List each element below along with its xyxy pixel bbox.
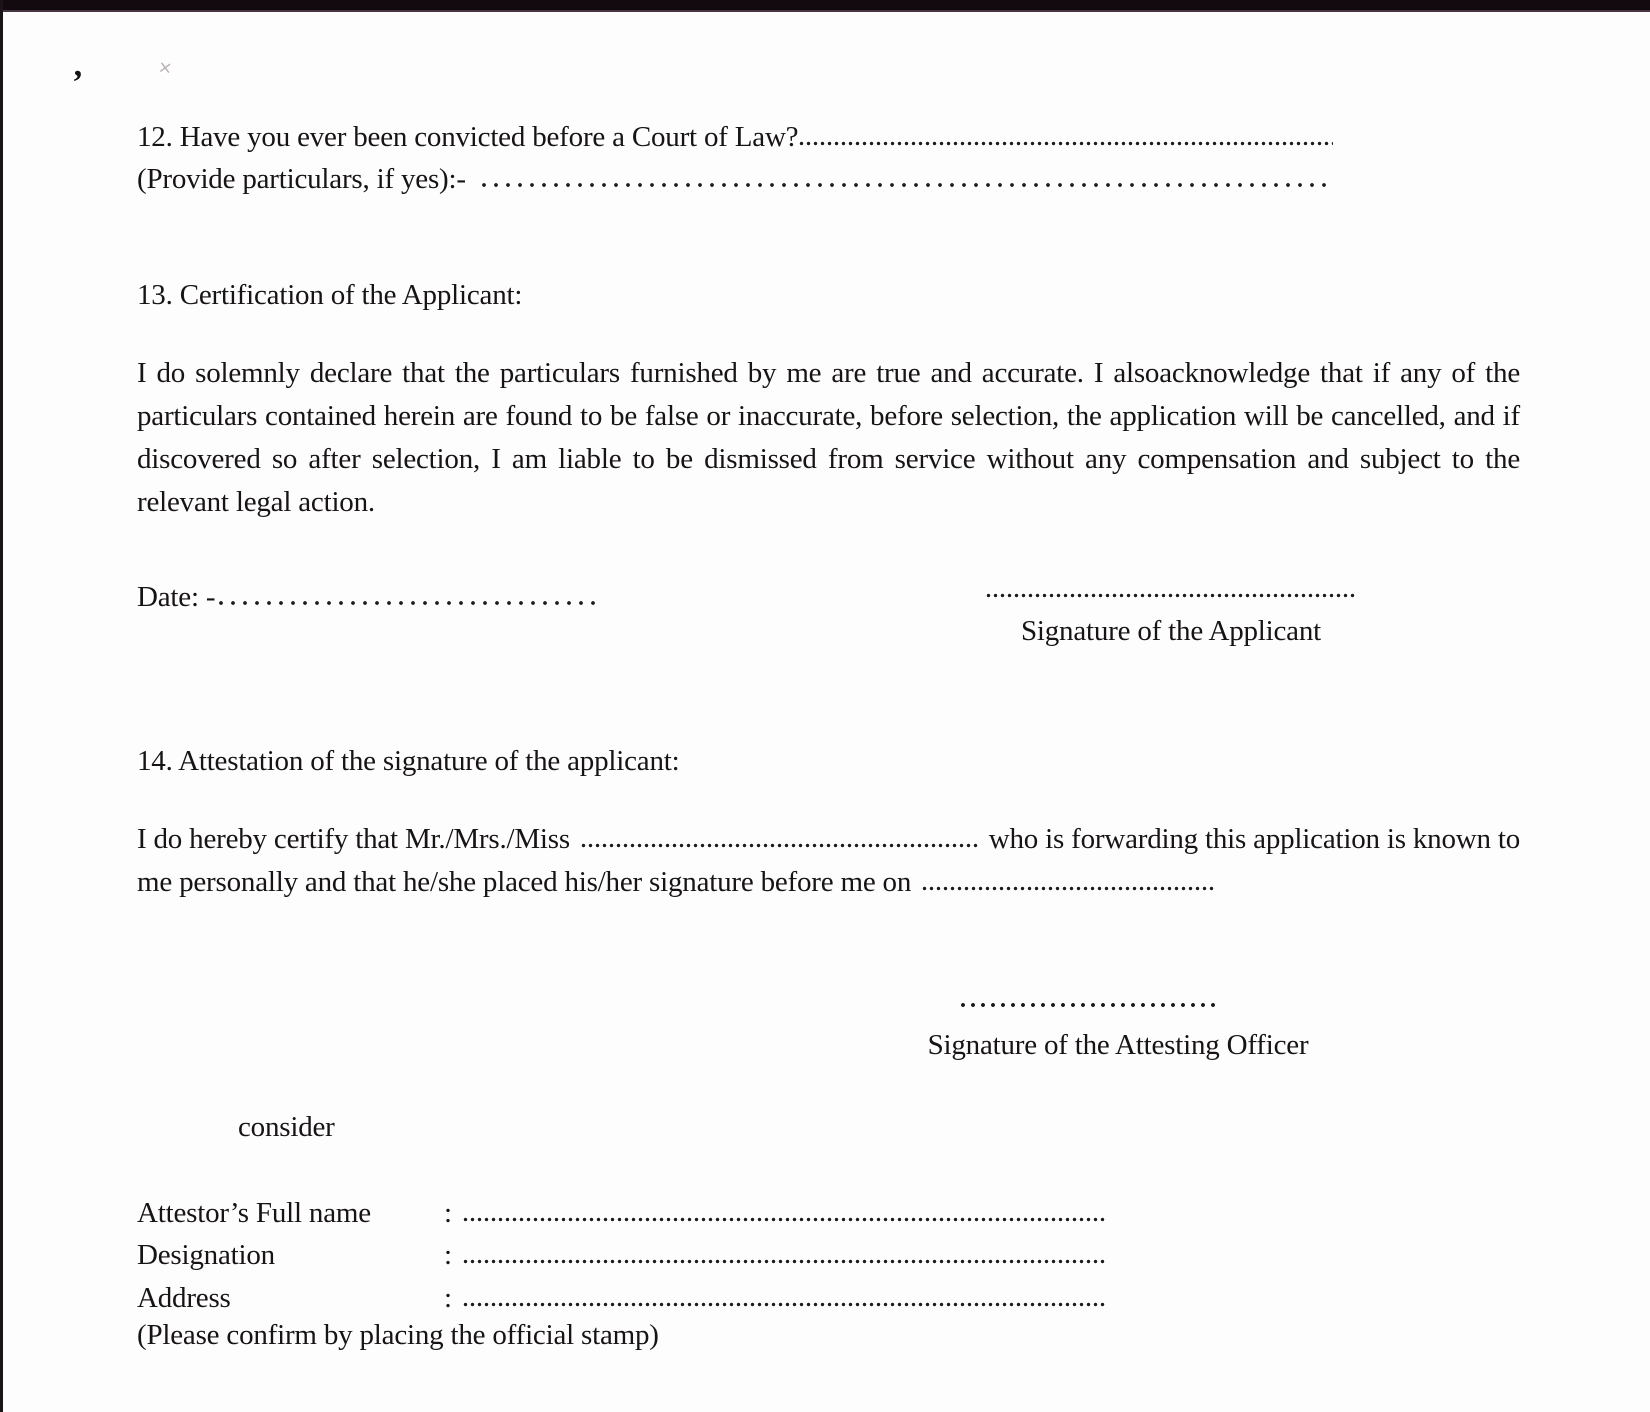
section-14-heading: 14. Attestation of the signature of the applicant: [137, 745, 680, 777]
scan-ink-mark: ’ [72, 64, 84, 101]
question-12-particulars-line [137, 160, 1333, 198]
certify-line2-text: me personally and that he/she placed his/her signature before me on [137, 866, 912, 898]
scan-edge-left-bar [0, 0, 3, 1412]
attesting-officer-signature-dotted-line [958, 1002, 1218, 1008]
applicant-signature-caption: Signature of the Applicant [1020, 615, 1322, 647]
colon: : [444, 1239, 452, 1271]
question-12-line [137, 118, 1333, 156]
designation-row [137, 1236, 1105, 1274]
particulars-dotted-line [478, 182, 1333, 188]
certify-suffix-text: who is forwarding this application is known to [988, 823, 1520, 855]
scan-edge-top-bar [0, 0, 1650, 12]
attestor-name-label: Attestor’s Full name [137, 1197, 371, 1229]
address-row [137, 1279, 1105, 1317]
designation-dotted-line [462, 1259, 1105, 1264]
question-12-text: 12. Have you ever been convicted before a Court of Law? [137, 121, 799, 153]
attestor-name-row [137, 1194, 1105, 1232]
certify-line-2 [137, 863, 1215, 901]
scan-speck-mark: ⨯ [156, 57, 174, 78]
official-stamp-note: (Please confirm by placing the official stamp) [137, 1319, 659, 1351]
designation-label: Designation [137, 1239, 275, 1271]
question-12-dotted-line [798, 141, 1333, 146]
colon: : [444, 1197, 452, 1229]
certify-line-1 [137, 820, 1520, 858]
stray-word-consider: consider [238, 1111, 335, 1143]
address-dotted-line [462, 1302, 1105, 1307]
attesting-officer-signature-caption: Signature of the Attesting Officer [927, 1029, 1309, 1061]
address-label: Address [137, 1282, 231, 1314]
colon: : [444, 1282, 452, 1314]
question-12-particulars-text: (Provide particulars, if yes):- [137, 163, 466, 195]
applicant-signature-dotted-line [985, 593, 1357, 598]
name-dotted-line [580, 843, 979, 848]
date-line [137, 578, 600, 616]
section-13-heading: 13. Certification of the Applicant: [137, 279, 523, 311]
attestor-name-dotted-line [462, 1217, 1105, 1222]
date-of-signing-dotted-line [921, 886, 1215, 891]
certify-prefix-text: I do hereby certify that Mr./Mrs./Miss [137, 823, 570, 855]
date-label: Date: - [137, 581, 216, 613]
date-dotted-line [215, 600, 600, 606]
declaration-paragraph: I do solemnly declare that the particulars furnished by me are true and accurate. I alsoacknowledge that if any of the particulars contained herein are found to be false or inaccurate, before selection, the application will be cancelled, and if discovered so after selection, I am liable to be dismissed from service without any compensation and subject to the relevant legal action. [137, 357, 1520, 518]
